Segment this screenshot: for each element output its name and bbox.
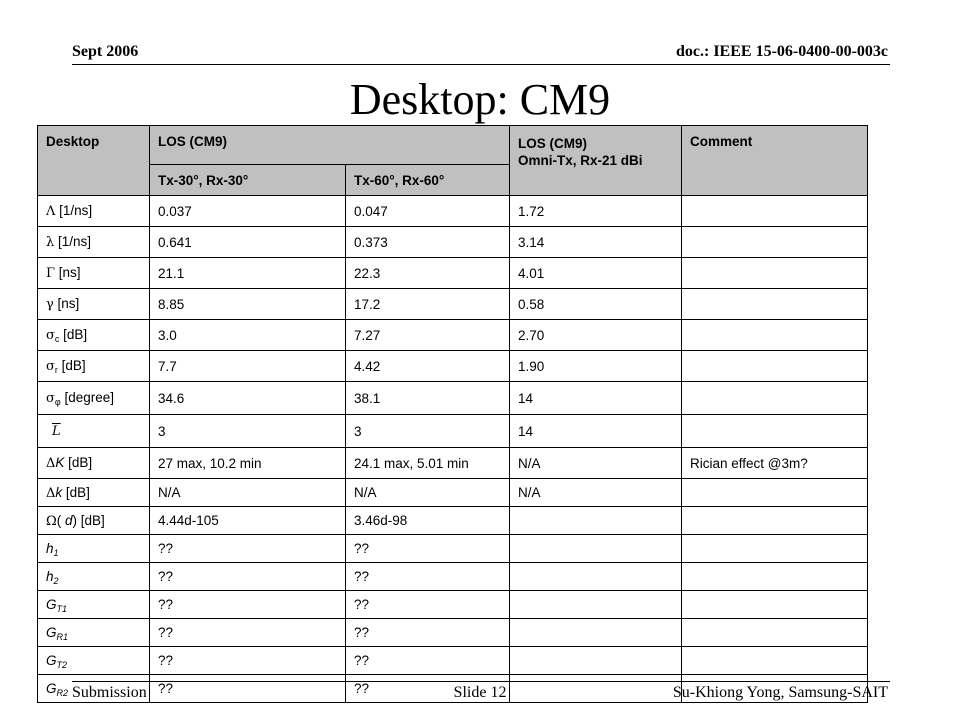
value-cell: ?? <box>346 647 510 675</box>
table-row <box>38 227 868 258</box>
value-cell <box>510 507 682 535</box>
param-symbol: Λ <box>46 204 56 219</box>
value-cell: ?? <box>346 675 510 703</box>
value-cell: N/A <box>150 479 346 507</box>
value-cell <box>510 535 682 563</box>
value-cell: 3 <box>150 415 346 448</box>
table-row <box>38 563 868 591</box>
comment-cell <box>682 227 868 258</box>
param-unit: ) [dB] <box>72 512 105 528</box>
value-cell: N/A <box>510 448 682 479</box>
value-cell: 1.90 <box>510 351 682 382</box>
table-row <box>38 320 868 351</box>
value-cell: 0.037 <box>150 196 346 227</box>
param-symbol: σ <box>46 328 55 343</box>
param-unit: [ns] <box>55 265 81 280</box>
comment-cell <box>682 196 868 227</box>
param-unit: [dB] <box>57 358 86 373</box>
header-omni-line1: LOS (CM9) <box>518 136 587 151</box>
comment-cell <box>682 289 868 320</box>
header-omni-line2: Omni-Tx, Rx-21 dBi <box>518 153 643 168</box>
comment-cell <box>682 258 868 289</box>
table-row <box>38 351 868 382</box>
param-unit: [degree] <box>60 390 115 405</box>
param-unit: [1/ns] <box>54 234 92 249</box>
value-cell: N/A <box>510 479 682 507</box>
table-row <box>38 647 868 675</box>
value-cell: 3.14 <box>510 227 682 258</box>
value-cell: 3.46d-98 <box>346 507 510 535</box>
value-cell <box>510 591 682 619</box>
param-variable: G <box>46 681 57 696</box>
table-row <box>38 619 868 647</box>
value-cell: ?? <box>150 591 346 619</box>
param-subscript: 2 <box>53 576 59 586</box>
table-row <box>38 591 868 619</box>
value-cell: ?? <box>150 675 346 703</box>
value-cell: 3.0 <box>150 320 346 351</box>
param-subscript: T1 <box>56 604 68 614</box>
comment-cell <box>682 535 868 563</box>
param-unit: [dB] <box>62 484 90 500</box>
value-cell: ?? <box>150 535 346 563</box>
param-subscript: c <box>54 334 60 344</box>
param-variable: k <box>55 484 63 500</box>
comment-cell: Rician effect @3m? <box>682 448 868 479</box>
param-variable: G <box>46 625 57 640</box>
subheader-tx30: Tx-30°, Rx-30° <box>150 165 346 196</box>
param-subscript: 1 <box>53 548 59 558</box>
comment-cell <box>682 563 868 591</box>
value-cell: ?? <box>150 647 346 675</box>
table-row <box>38 507 868 535</box>
value-cell: 2.70 <box>510 320 682 351</box>
param-cell <box>38 507 150 535</box>
param-cell <box>38 320 150 351</box>
value-cell: 24.1 max, 5.01 min <box>346 448 510 479</box>
param-cell <box>38 289 150 320</box>
value-cell: 4.42 <box>346 351 510 382</box>
footer-divider <box>72 681 890 682</box>
param-subscript: R2 <box>56 688 69 698</box>
table-row <box>38 258 868 289</box>
table-row <box>38 448 868 479</box>
param-subscript: T2 <box>56 660 68 670</box>
param-cell <box>38 535 150 563</box>
value-cell: 0.373 <box>346 227 510 258</box>
param-paren: ( <box>56 512 66 528</box>
param-symbol: $\overline{L}$ <box>52 424 61 439</box>
header-omni <box>510 126 682 196</box>
footer-author: Su-Khiong Yong, Samsung-SAIT <box>672 684 888 701</box>
value-cell: 38.1 <box>346 382 510 415</box>
param-cell <box>38 563 150 591</box>
value-cell: ?? <box>346 535 510 563</box>
value-cell: 14 <box>510 382 682 415</box>
value-cell: 22.3 <box>346 258 510 289</box>
value-cell: 3 <box>346 415 510 448</box>
table-row <box>38 479 868 507</box>
value-cell: 4.01 <box>510 258 682 289</box>
value-cell: 4.44d-105 <box>150 507 346 535</box>
comment-cell <box>682 320 868 351</box>
comment-cell <box>682 591 868 619</box>
header-doc-id <box>676 43 888 61</box>
table-row <box>38 289 868 320</box>
header-divider <box>72 64 890 65</box>
param-symbol: σ <box>46 359 55 374</box>
param-cell <box>38 351 150 382</box>
param-subscript: R1 <box>56 632 69 642</box>
param-cell <box>38 479 150 507</box>
value-cell: ?? <box>346 563 510 591</box>
param-unit: [1/ns] <box>55 203 93 218</box>
doc-prefix: doc.: IEEE <box>676 43 756 60</box>
value-cell: 0.58 <box>510 289 682 320</box>
param-unit: [ns] <box>53 296 80 311</box>
param-variable: d <box>65 512 73 528</box>
table-row <box>38 196 868 227</box>
param-symbol: Γ <box>46 266 56 281</box>
param-cell <box>38 415 150 448</box>
param-symbol: Ω <box>46 513 57 529</box>
table-row <box>38 415 868 448</box>
param-cell <box>38 258 150 289</box>
comment-cell <box>682 647 868 675</box>
value-cell: 0.047 <box>346 196 510 227</box>
value-cell: 14 <box>510 415 682 448</box>
value-cell: 0.641 <box>150 227 346 258</box>
header-comment: Comment <box>682 126 868 196</box>
value-cell: 7.7 <box>150 351 346 382</box>
header-date: Sept 2006 <box>72 43 139 60</box>
param-unit: [dB] <box>59 327 88 342</box>
param-subscript: r <box>54 365 58 375</box>
param-variable: h <box>46 541 54 556</box>
param-symbol: γ <box>46 297 54 312</box>
value-cell: 7.27 <box>346 320 510 351</box>
comment-cell <box>682 479 868 507</box>
value-cell: 34.6 <box>150 382 346 415</box>
param-variable: K <box>55 455 65 470</box>
param-variable: G <box>46 653 57 668</box>
value-cell: 27 max, 10.2 min <box>150 448 346 479</box>
param-cell <box>38 591 150 619</box>
value-cell: ?? <box>150 619 346 647</box>
value-cell: N/A <box>346 479 510 507</box>
header-los: LOS (CM9) <box>150 126 510 165</box>
comment-cell <box>682 382 868 415</box>
param-symbol: σ <box>46 391 55 406</box>
param-symbol: Δ <box>46 456 56 471</box>
param-cell <box>38 227 150 258</box>
value-cell <box>510 647 682 675</box>
doc-number: 15-06-0400-00-003c <box>755 43 888 60</box>
comment-cell <box>682 619 868 647</box>
value-cell: ?? <box>346 619 510 647</box>
value-cell: 17.2 <box>346 289 510 320</box>
value-cell: ?? <box>346 591 510 619</box>
subheader-tx60: Tx-60°, Rx-60° <box>346 165 510 196</box>
parameter-table <box>37 125 868 703</box>
header-row <box>38 126 868 165</box>
header-desktop: Desktop <box>38 126 150 196</box>
param-cell <box>38 647 150 675</box>
comment-cell <box>682 351 868 382</box>
param-cell <box>38 382 150 415</box>
comment-cell <box>682 507 868 535</box>
value-cell: 21.1 <box>150 258 346 289</box>
value-cell: 8.85 <box>150 289 346 320</box>
value-cell <box>510 619 682 647</box>
param-subscript: φ <box>54 397 61 407</box>
value-cell: ?? <box>150 563 346 591</box>
param-cell <box>38 448 150 479</box>
value-cell: 1.72 <box>510 196 682 227</box>
slide-title: Desktop: CM9 <box>349 75 611 124</box>
param-variable: h <box>46 569 54 584</box>
param-cell <box>38 619 150 647</box>
table-row <box>38 382 868 415</box>
value-cell <box>510 563 682 591</box>
param-symbol: Δ <box>46 485 56 501</box>
param-unit: [dB] <box>64 455 93 470</box>
param-cell <box>38 196 150 227</box>
param-variable: G <box>46 597 57 612</box>
comment-cell <box>682 415 868 448</box>
table-row <box>38 535 868 563</box>
param-symbol: λ <box>46 235 55 250</box>
footer-submission: Submission <box>72 684 147 701</box>
footer-slide-number: Slide 12 <box>453 684 507 701</box>
